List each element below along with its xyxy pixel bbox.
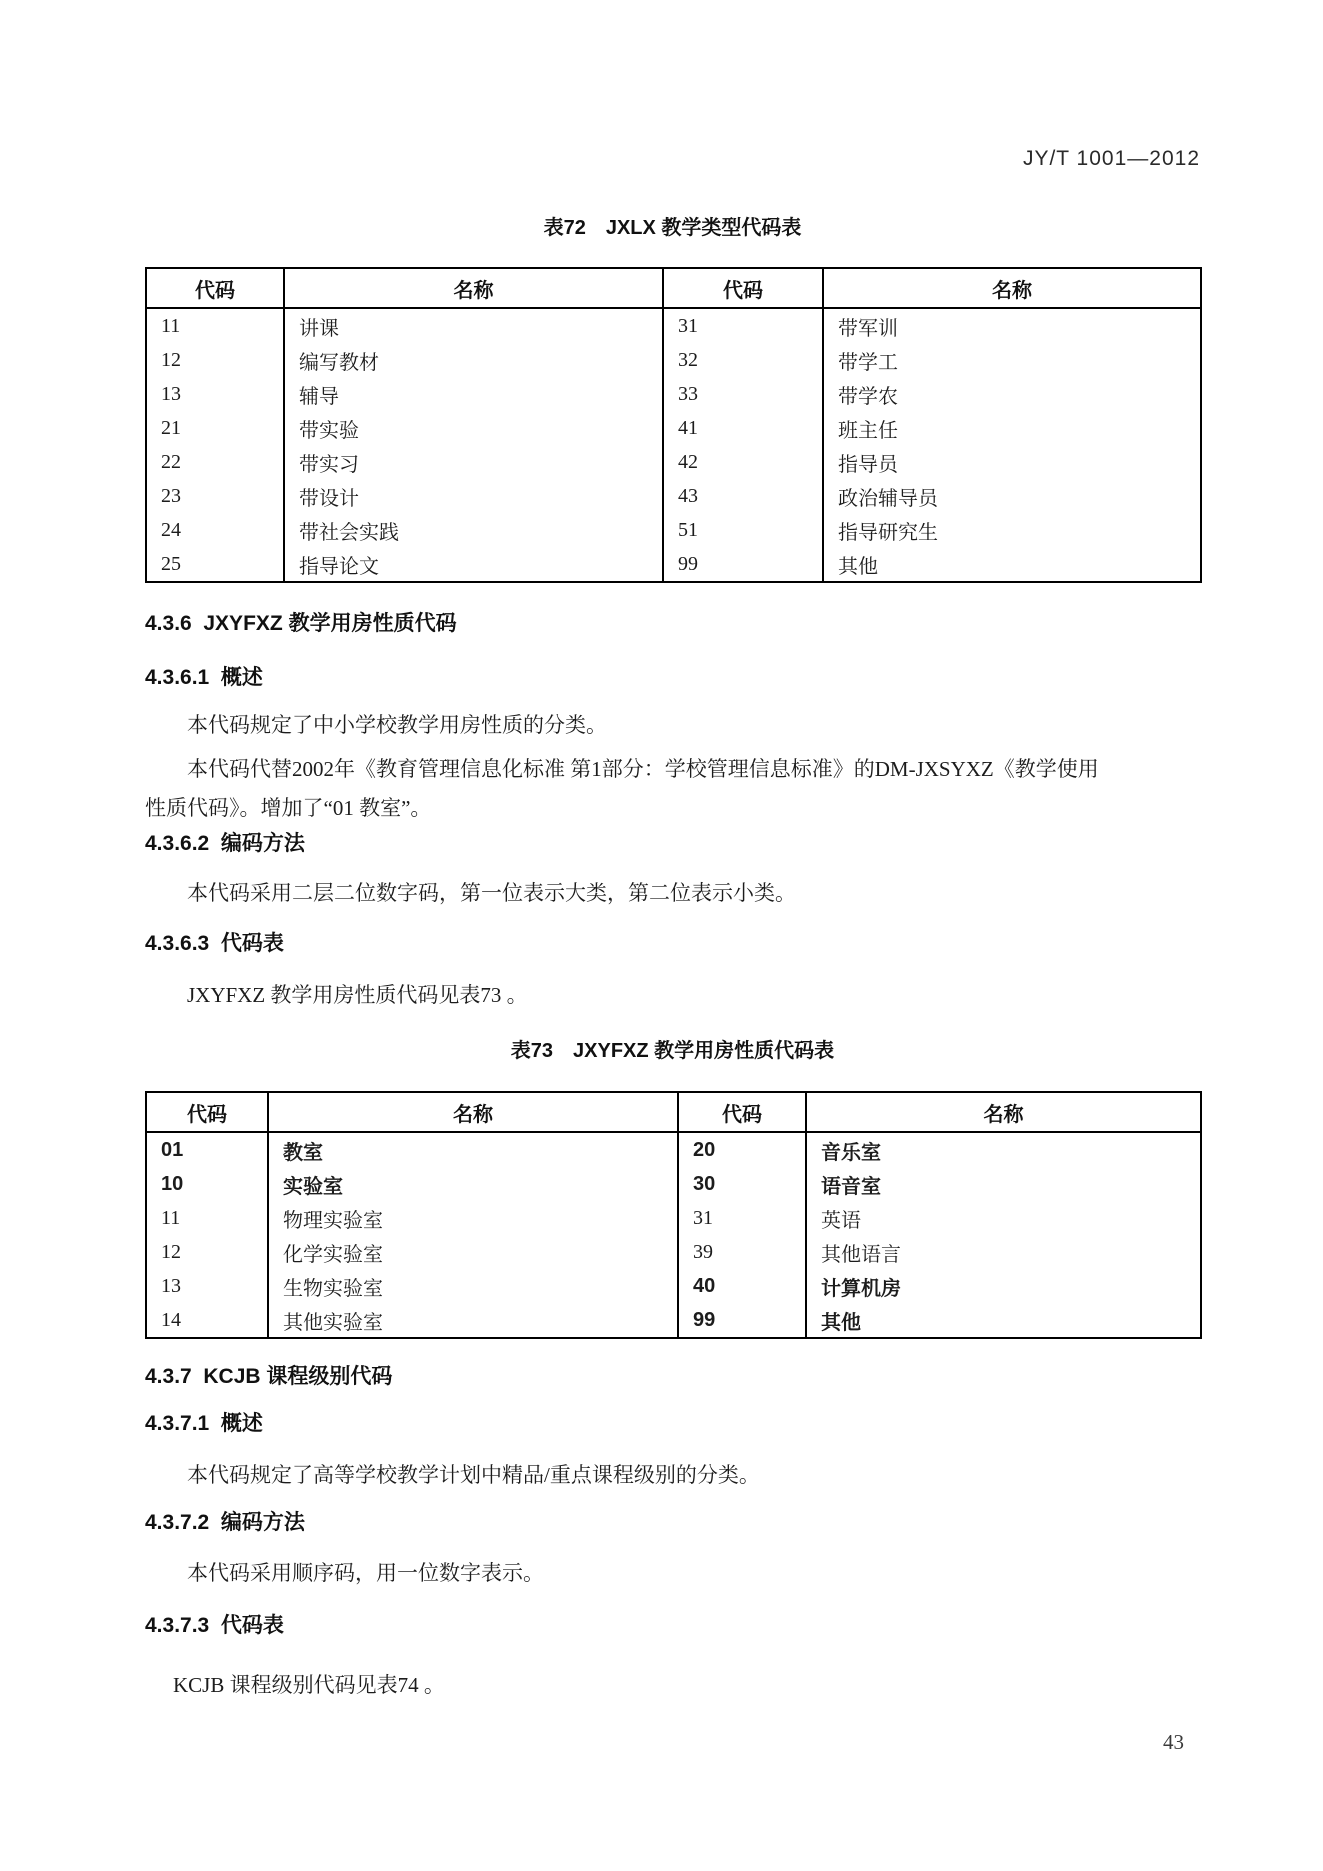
table72-title: 表72 JXLX 教学类型代码表 — [543, 217, 802, 239]
column-header: 名称 — [268, 1092, 678, 1132]
paragraph: 本代码采用二层二位数字码，第一位表示大类，第二位表示小类。 — [187, 881, 796, 905]
code-cell: 24 — [146, 513, 284, 547]
table-row — [146, 513, 1201, 547]
paragraph: 本代码规定了高等学校教学计划中精品/重点课程级别的分类。 — [187, 1463, 760, 1487]
table-row — [146, 308, 1201, 343]
table-row — [146, 445, 1201, 479]
code-cell: 42 — [663, 445, 823, 479]
name-cell: 教室 — [268, 1132, 678, 1167]
name-cell: 实验室 — [268, 1167, 678, 1201]
name-cell: 指导员 — [823, 445, 1201, 479]
name-cell: 带社会实践 — [284, 513, 663, 547]
column-header: 代码 — [663, 268, 823, 308]
section-heading-4-3-6-1: 4.3.6.1 概述 — [145, 666, 263, 689]
paragraph-line: 性质代码》。增加了“01 教室”。 — [145, 796, 432, 820]
code-cell: 25 — [146, 547, 284, 582]
name-cell: 其他 — [806, 1303, 1201, 1338]
name-cell: 其他 — [823, 547, 1201, 582]
name-cell: 其他语言 — [806, 1235, 1201, 1269]
name-cell: 政治辅导员 — [823, 479, 1201, 513]
code-cell: 11 — [146, 308, 284, 343]
name-cell: 讲课 — [284, 308, 663, 343]
code-cell: 41 — [663, 411, 823, 445]
table-row — [146, 343, 1201, 377]
name-cell: 指导论文 — [284, 547, 663, 582]
code-cell: 20 — [678, 1132, 806, 1167]
code-cell: 43 — [663, 479, 823, 513]
table73-header-row — [146, 1092, 1201, 1132]
column-header: 代码 — [678, 1092, 806, 1132]
code-cell: 40 — [678, 1269, 806, 1303]
name-cell: 带实习 — [284, 445, 663, 479]
section-heading-4-3-7: 4.3.7 KCJB 课程级别代码 — [145, 1365, 393, 1388]
code-cell: 01 — [146, 1132, 268, 1167]
table73-title: 表73 JXYFXZ 教学用房性质代码表 — [510, 1040, 835, 1062]
page-number: 43 — [1163, 1730, 1184, 1754]
code-cell: 12 — [146, 1235, 268, 1269]
paragraph — [145, 750, 1200, 828]
table-row — [146, 411, 1201, 445]
code-cell: 13 — [146, 1269, 268, 1303]
code-cell: 99 — [678, 1303, 806, 1338]
section-heading-4-3-7-1: 4.3.7.1 概述 — [145, 1412, 263, 1435]
code-cell: 13 — [146, 377, 284, 411]
code-cell: 31 — [663, 308, 823, 343]
section-heading-4-3-7-2: 4.3.7.2 编码方法 — [145, 1511, 305, 1534]
table-row — [146, 1303, 1201, 1338]
name-cell: 生物实验室 — [268, 1269, 678, 1303]
name-cell: 化学实验室 — [268, 1235, 678, 1269]
table-row — [146, 479, 1201, 513]
name-cell: 语音室 — [806, 1167, 1201, 1201]
paragraph: JXYFXZ 教学用房性质代码见表73 。 — [187, 983, 528, 1007]
name-cell: 辅导 — [284, 377, 663, 411]
name-cell: 带设计 — [284, 479, 663, 513]
paragraph: 本代码规定了中小学校教学用房性质的分类。 — [187, 713, 607, 737]
table-row — [146, 1167, 1201, 1201]
code-cell: 32 — [663, 343, 823, 377]
name-cell: 带军训 — [823, 308, 1201, 343]
section-heading-4-3-6: 4.3.6 JXYFXZ 教学用房性质代码 — [145, 612, 457, 635]
table-row — [146, 1269, 1201, 1303]
column-header: 名称 — [806, 1092, 1201, 1132]
code-cell: 22 — [146, 445, 284, 479]
name-cell: 带学农 — [823, 377, 1201, 411]
name-cell: 指导研究生 — [823, 513, 1201, 547]
name-cell: 音乐室 — [806, 1132, 1201, 1167]
paragraph: 本代码采用顺序码，用一位数字表示。 — [187, 1561, 544, 1585]
name-cell: 计算机房 — [806, 1269, 1201, 1303]
name-cell: 其他实验室 — [268, 1303, 678, 1338]
table-row — [146, 1235, 1201, 1269]
table72-header-row — [146, 268, 1201, 308]
column-header: 名称 — [284, 268, 663, 308]
code-cell: 99 — [663, 547, 823, 582]
code-cell: 23 — [146, 479, 284, 513]
table-row — [146, 547, 1201, 582]
table-row — [146, 1132, 1201, 1167]
section-heading-4-3-7-3: 4.3.7.3 代码表 — [145, 1614, 284, 1637]
code-cell: 10 — [146, 1167, 268, 1201]
code-cell: 14 — [146, 1303, 268, 1338]
code-cell: 39 — [678, 1235, 806, 1269]
column-header: 名称 — [823, 268, 1201, 308]
standard-number-header: JY/T 1001—2012 — [1022, 147, 1200, 170]
code-cell: 31 — [678, 1201, 806, 1235]
table73 — [145, 1091, 1202, 1339]
column-header: 代码 — [146, 268, 284, 308]
name-cell: 带学工 — [823, 343, 1201, 377]
table72 — [145, 267, 1202, 583]
code-cell: 51 — [663, 513, 823, 547]
name-cell: 班主任 — [823, 411, 1201, 445]
code-cell: 30 — [678, 1167, 806, 1201]
name-cell: 英语 — [806, 1201, 1201, 1235]
code-cell: 11 — [146, 1201, 268, 1235]
table-row — [146, 1201, 1201, 1235]
section-heading-4-3-6-3: 4.3.6.3 代码表 — [145, 932, 284, 955]
column-header: 代码 — [146, 1092, 268, 1132]
name-cell: 带实验 — [284, 411, 663, 445]
name-cell: 物理实验室 — [268, 1201, 678, 1235]
paragraph: KCJB 课程级别代码见表74 。 — [173, 1673, 445, 1697]
paragraph-line: 本代码代替2002年《教育管理信息化标准 第1部分：学校管理信息标准》的DM-JXSYXZ《教学使用 — [187, 757, 1099, 781]
table-row — [146, 377, 1201, 411]
section-heading-4-3-6-2: 4.3.6.2 编码方法 — [145, 832, 305, 855]
code-cell: 12 — [146, 343, 284, 377]
name-cell: 编写教材 — [284, 343, 663, 377]
code-cell: 21 — [146, 411, 284, 445]
code-cell: 33 — [663, 377, 823, 411]
